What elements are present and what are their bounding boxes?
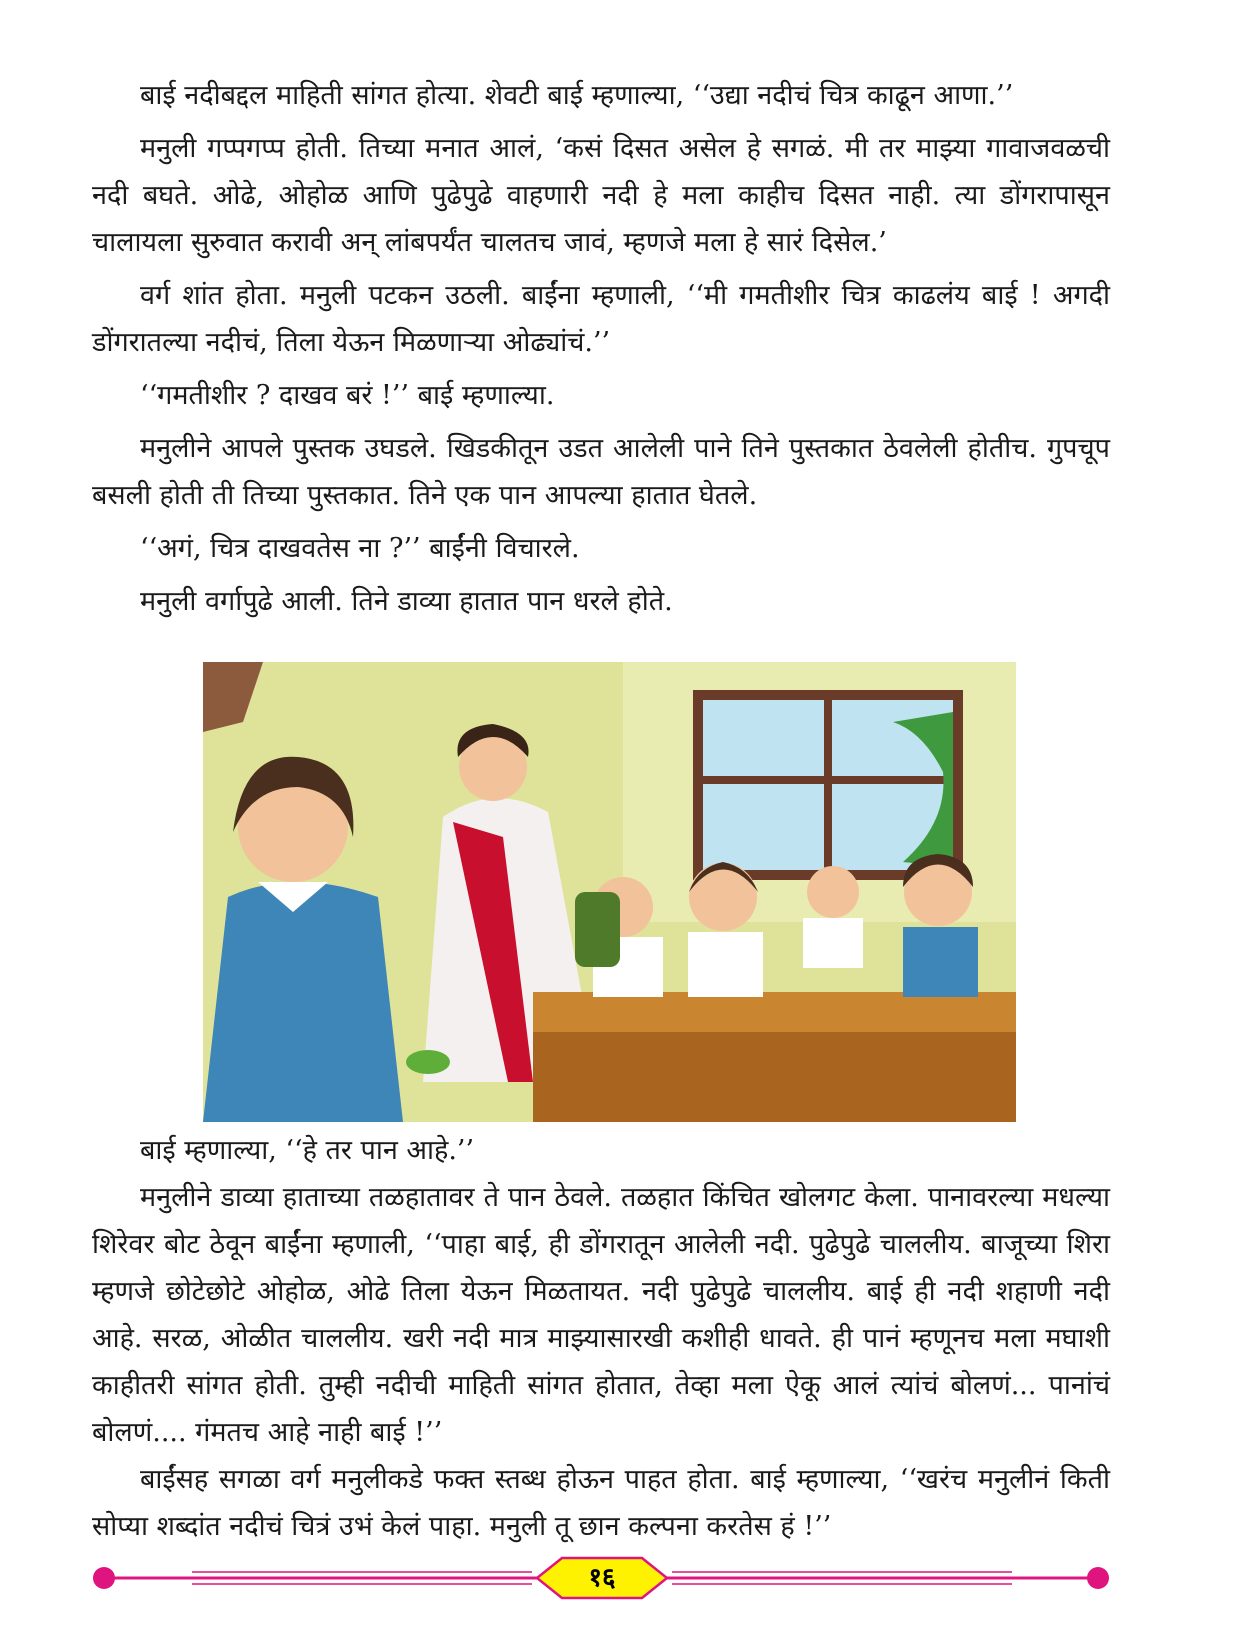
- paragraph: ‘‘अगं, चित्र दाखवतेस ना ?’’ बाईंनी विचारले.: [140, 533, 580, 564]
- page-number: १६: [588, 1563, 616, 1593]
- paragraph: मनुलीने आपले पुस्तक उघडले. खिडकीतून उडत आलेली पाने तिने पुस्तकात ठेवलेली होतीच. गुपचूप बसली होती ती तिच्या पुस्तकात. तिने एक पान आपल्या हातात घेतले.: [92, 433, 1110, 511]
- paragraph: वर्ग शांत होता. मनुली पटकन उठली. बाईंना म्हणाली, ‘‘मी गमतीशीर चित्र काढलंय बाई ! अगदी डोंगरातल्या नदीचं, तिला येऊन मिळणाऱ्या ओढ्यांचं.’’: [92, 280, 1110, 358]
- page-footer: [92, 1555, 1110, 1605]
- paragraph: बाई म्हणाल्या, ‘‘हे तर पान आहे.’’: [140, 1135, 475, 1166]
- paragraph: बाई नदीबद्दल माहिती सांगत होत्या. शेवटी बाई म्हणाल्या, ‘‘उद्या नदीचं चित्र काढून आणा.’’: [140, 80, 1014, 111]
- paragraph: बाईंसह सगळा वर्ग मनुलीकडे फक्त स्तब्ध होऊन पाहत होता. बाई म्हणाल्या, ‘‘खरंच मनुलीनं किती सोप्या शब्दांत नदीचं चित्रं उभं केलं पाहा. मनुली तू छान कल्पना करतेस हं !’’: [92, 1464, 1110, 1542]
- paragraph: ‘‘गमतीशीर ? दाखव बरं !’’ बाई म्हणाल्या.: [140, 380, 555, 411]
- paragraph: मनुलीने डाव्या हाताच्या तळहातावर ते पान ठेवले. तळहात किंचित खोलगट केला. पानावरल्या मधल्या शिरेवर बोट ठेवून बाईंना म्हणाली, ‘‘पाहा बाई, ही डोंगरातून आलेली नदी. पुढेपुढे चाललीय. बाजूच्या शिरा म्हणजे छोटेछोटे ओहोळ, ओढे तिला येऊन मिळतायत. नदी पुढेपुढे चाललीय. बाई ही नदी शहाणी नदी आहे. सरळ, ओळीत चाललीय. खरी नदी मात्र माझ्यासारखी कशीही धावते. ही पानं म्हणूनच मला मघाशी काहीतरी सांगत होती. तुम्ही नदीची माहिती सांगत होतात, तेव्हा मला ऐकू आलं त्यांचं बोलणं... पानांचं बोलणं.... गंमतच आहे नाही बाई !’’: [92, 1182, 1110, 1448]
- top-text: [92, 72, 1110, 631]
- classroom-illustration: [203, 662, 1016, 1122]
- paragraph: मनुली वर्गापुढे आली. तिने डाव्या हातात पान धरले होते.: [140, 586, 673, 617]
- paragraph: मनुली गप्पगप्प होती. तिच्या मनात आलं, ‘कसं दिसत असेल हे सगळं. मी तर माझ्या गावाजवळची नदी बघते. ओढे, ओहोळ आणि पुढेपुढे वाहणारी नदी हे मला काहीच दिसत नाही. त्या डोंगरापासून चालायला सुरुवात करावी अन् लांबपर्यंत चालतच जावं, म्हणजे मला हे सारं दिसेल.’: [92, 133, 1110, 258]
- bottom-text: [92, 1127, 1110, 1550]
